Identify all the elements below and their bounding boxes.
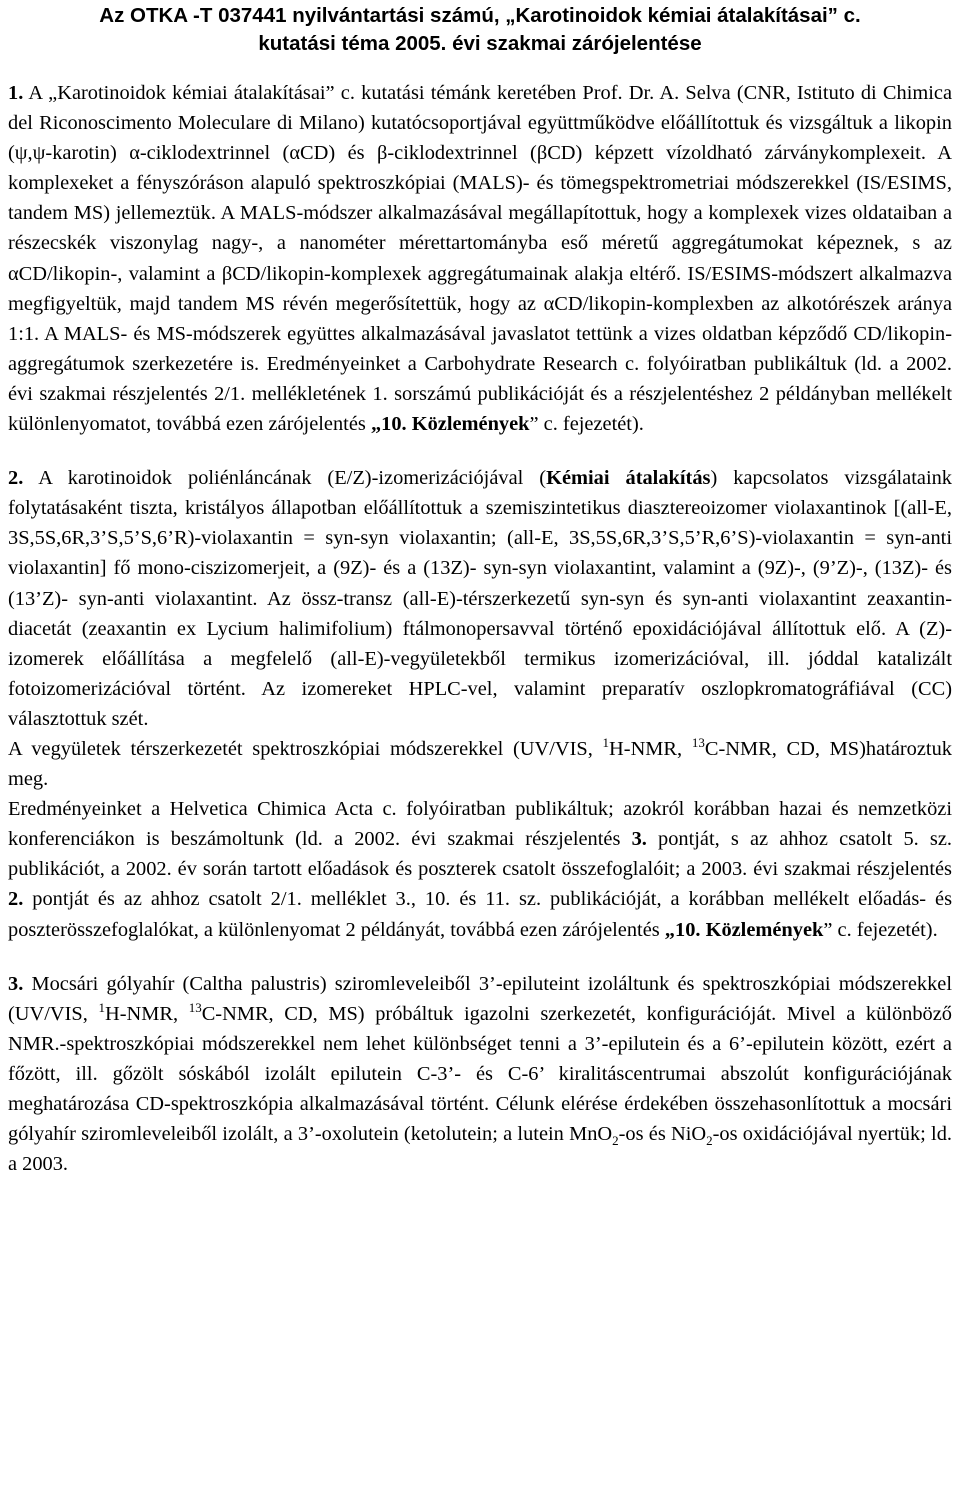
section-2-p3-c: pontját és az ahhoz csatolt 2/1. melléklet 3., 10. és 11. sz. publikációját, a korábban mellékelt előadás- és poszterösszefoglalókat, a különlenyomat 2 példányát, továbbá ezen zárójelentés <box>8 888 952 941</box>
section-2-p2-b: H-NMR, <box>609 737 692 760</box>
section-3-sup1: 1 <box>98 999 105 1015</box>
title-line-2: kutatási téma 2005. évi szakmai zárójelentése <box>258 32 702 55</box>
section-2-p1-b: ) kapcsolatos vizsgálataink folytatásaként tiszta, kristályos állapotban előállítottuk a szemiszintetikus diasztereoizomer violaxantinok [(all-E, 3S,5S,6R,3’S,5’S,6’R)-violaxantin = syn-syn violaxantin; (all-E, 3S,5S,6R,3’S,5’R,6’S)-violaxantin = syn-anti violaxantin] fő mono-ciszizomerjeit, a (9Z)- és a (13Z)- syn-syn violaxantint, valamint a (9Z)-, (9’Z)-, (13Z)- és (13’Z)- syn-anti violaxantint. Az össz-transz (all-E)-térszerkezetű syn-syn és syn-anti violaxantint zeaxantin-diacetát (zeaxantin ex Lycium halimifolium) ftálmonopersavval történő epoxidációjával állítottuk elő. A (Z)-izomerek előállítása a megfelelő (all-E)-vegyületekből termikus izomerizációval, ill. jóddal katalizált fotoizomerizációval történt. Az izomereket HPLC-vel, valamint preparatív oszlopkromatográfiával (CC) választottuk szét. <box>8 467 952 730</box>
section-1-number: 1. <box>8 82 24 104</box>
section-3-number: 3. <box>8 972 24 995</box>
section-2-p2-sup1: 1 <box>602 734 610 750</box>
section-3 <box>8 969 952 1180</box>
section-1-bold-ref: „10. Közlemények <box>370 413 530 436</box>
document-title <box>8 0 952 58</box>
section-2-p1-a: A karotinoidok poliénláncának (E/Z)-izomerizációjával ( <box>38 467 547 490</box>
section-1-tail: ” c. fejezetét). <box>529 413 644 436</box>
section-1-text: A „Karotinoidok kémiai átalakításai” c. kutatási témánk keretében Prof. Dr. A. Selva (CNR, Istituto di Chimica del Riconoscimento Moleculare di Milano) kutatócsoportjával együttműködve előállítottuk és vizsgáltuk a likopin (ψ,ψ-karotin) α-ciklodextrinnel (αCD) és β-ciklodextrinnel (βCD) képzett vízoldható zárványkomplexeit. A komplexeket a fényszóráson alapuló spektroszkópiai (MALS)- és tömegspektrometriai módszerekkel (IS/ESIMS, tandem MS) jellemeztük. A MALS-módszer alkalmazásával megállapítottuk, hogy a komplexek vizes oldataiban a részecskék viszonylag nagy-, a nanométer mérettartományba eső méretű aggregátumokat képeznek, s az αCD/likopin-, valamint a βCD/likopin-komplexek aggregátumainak alakja eltérő. IS/ESIMS-módszert alkalmazva megfigyeltük, majd tandem MS révén megerősítettük, hogy az αCD/likopin-komplexben az alkotórészek aránya 1:1. A MALS- és MS-módszerek együttes alkalmazásával javaslatot tettünk a vizes oldatban képződő CD/likopin-aggregátumok szerkezetére is. Eredményeinket a Carbohydrate Research c. folyóiratban publikáltuk (ld. a 2002. évi szakmai részjelentés 2/1. mellékletének 1. sorszámú publikációját és a részjelentéshez 2 példányban mellékelt különlenyomatot, továbbá ezen zárójelentés <box>8 82 952 436</box>
section-3-sup2: 13 <box>188 999 202 1015</box>
section-3-d: -os és NiO <box>618 1123 707 1146</box>
section-3-sub2: 2 <box>706 1133 713 1149</box>
section-2-p3-a: Eredményeinket a Helvetica Chimica Acta c. folyóiratban publikáltuk; azokról korábban hazai és nemzetközi konferenciákon is beszámoltunk (ld. a 2002. évi szakmai részjelentés <box>8 798 952 851</box>
section-2-p3-bold3: „10. Közlemények <box>664 918 824 941</box>
section-2-p3-b: pontját, s az ahhoz csatolt 5. sz. publikációt, a 2002. év során tartott előadások és poszterek csatolt összefoglalóit; a 2003. évi szakmai részjelentés <box>8 828 952 881</box>
section-2-p3-d: ” c. fejezetét). <box>823 918 938 941</box>
section-3-b: H-NMR, <box>105 1002 189 1025</box>
section-3-e: -os oxidációjával nyertük; ld. a 2003. <box>8 1123 953 1176</box>
section-2-p3-bold2: 2. <box>8 888 24 911</box>
section-2-number: 2. <box>8 467 24 490</box>
section-3-c: C-NMR, CD, MS) próbáltuk igazolni szerkezetét, konfigurációját. Mivel a különböző NMR.-spektroszkópiai módszerekkel nem lehet különbséget tenni a 3’-epilutein és a 6’-epilutein között, ezért a főzött, ill. gőzölt sóskából izolált epilutein C-3’- és C-6’ kiralitáscentrumai abszolút konfigurációjának meghatározása CD-spektroszkópia alkalmazásával történt. Célunk elérése érdekében összehasonlítottuk a mocsári gólyahír sziromleveleiből izolált, a 3’-oxolutein (ketolutein; a lutein MnO <box>8 1002 952 1146</box>
section-2-p2-sup2: 13 <box>691 734 705 750</box>
section-2 <box>8 463 952 945</box>
section-2-p3-bold1: 3. <box>631 828 647 851</box>
section-3-a: Mocsári gólyahír (Caltha palustris) sziromleveleiből 3’-epiluteint izoláltunk és spektroszkópiai módszerekkel (UV/VIS, <box>8 972 952 1025</box>
section-3-sub1: 2 <box>612 1133 619 1149</box>
section-1 <box>8 78 952 439</box>
title-line-1: Az OTKA -T 037441 nyilvántartási számú, „Karotinoidok kémiai átalakításai” c. <box>99 4 861 27</box>
section-2-p2-c: C-NMR, CD, MS)határoztuk meg. <box>8 737 952 791</box>
section-2-p2-a: A vegyületek térszerkezetét spektroszkópiai módszerekkel (UV/VIS, <box>8 737 603 760</box>
section-2-p1-bold: Kémiai átalakítás <box>546 467 711 490</box>
